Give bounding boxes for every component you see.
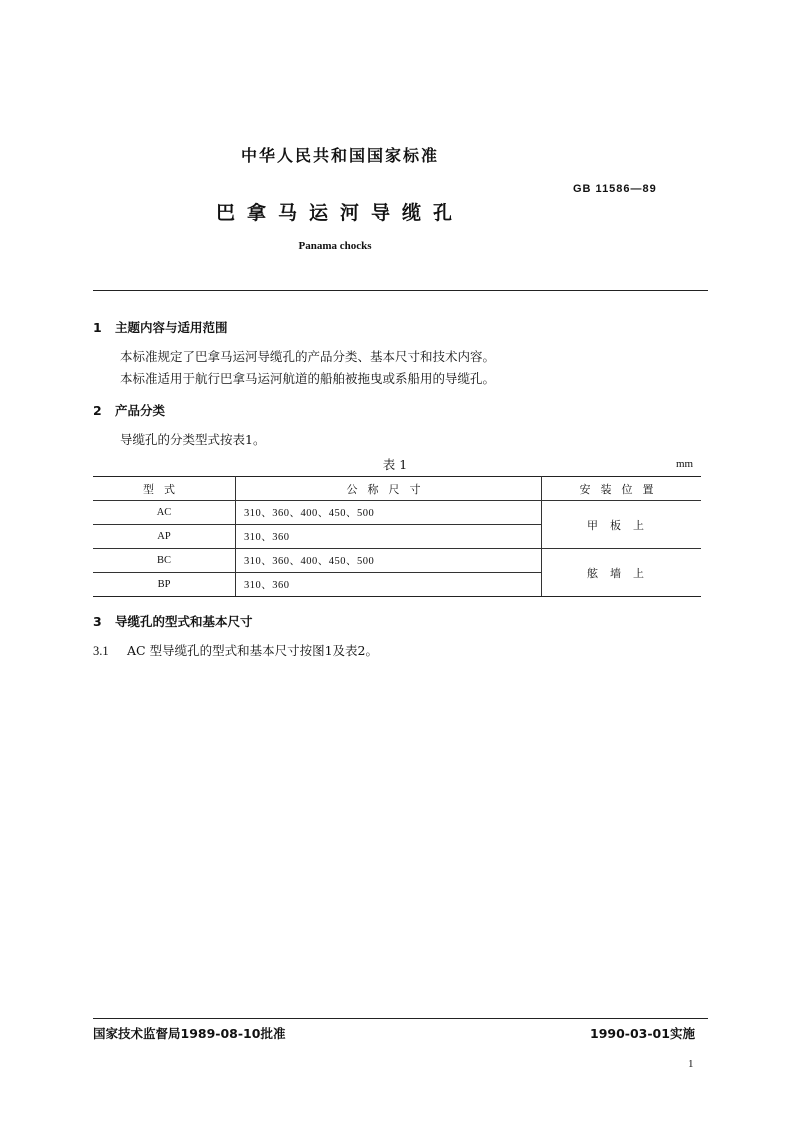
- cell-size: 310、360: [236, 525, 542, 549]
- column-header-size: 公称尺寸: [236, 477, 542, 501]
- cell-type: AC: [93, 501, 236, 525]
- cell-type: BP: [93, 573, 236, 597]
- header-divider: [93, 290, 708, 291]
- section-1-paragraph-2: 本标准适用于航行巴拿马运河航道的船舶被拖曳或系船用的导缆孔。: [120, 371, 496, 386]
- table-row: [93, 501, 701, 525]
- section-1-paragraph-1: 本标准规定了巴拿马运河导缆孔的产品分类、基本尺寸和技术内容。: [120, 349, 496, 364]
- footer-divider: [93, 1018, 708, 1019]
- section-title: 主题内容与适用范围: [115, 320, 228, 335]
- cell-type: BC: [93, 549, 236, 573]
- subsection-text: AC 型导缆孔的型式和基本尺寸按图1及表2。: [127, 643, 378, 658]
- section-number: 3: [93, 614, 102, 629]
- section-title: 导缆孔的型式和基本尺寸: [115, 614, 253, 629]
- cell-size: 310、360、400、450、500: [236, 501, 542, 525]
- approval-statement: 国家技术监督局1989-08-10批准: [93, 1026, 286, 1041]
- document-title-english: Panama chocks: [298, 240, 372, 252]
- section-3-heading: [93, 612, 253, 630]
- table-caption: 表 1: [382, 457, 408, 472]
- table-row: [93, 549, 701, 573]
- classification-table: [93, 476, 701, 597]
- section-number: 1: [93, 320, 102, 335]
- section-1-heading: [93, 318, 228, 336]
- page-number: 1: [688, 1058, 694, 1070]
- cell-position: 舷墙上: [542, 549, 702, 597]
- cell-size: 310、360、400、450、500: [236, 549, 542, 573]
- column-header-position: 安装位置: [542, 477, 702, 501]
- issuing-organization: 中华人民共和国国家标准: [240, 146, 439, 165]
- subsection-number: 3.1: [93, 644, 109, 658]
- section-number: 2: [93, 403, 102, 418]
- section-title: 产品分类: [115, 403, 166, 418]
- section-2-heading: [93, 401, 165, 419]
- cell-size: 310、360: [236, 573, 542, 597]
- standard-number: GB 11586—89: [573, 183, 657, 195]
- table-header-row: [93, 477, 701, 501]
- document-title-chinese: 巴拿马运河导缆孔: [215, 202, 464, 224]
- subsection-3-1: [93, 641, 378, 659]
- table-unit: mm: [676, 458, 694, 470]
- section-2-paragraph: 导缆孔的分类型式按表1。: [120, 432, 266, 447]
- column-header-type: 型式: [93, 477, 236, 501]
- cell-position: 甲板上: [542, 501, 702, 549]
- implementation-date: 1990-03-01实施: [590, 1026, 695, 1041]
- cell-type: AP: [93, 525, 236, 549]
